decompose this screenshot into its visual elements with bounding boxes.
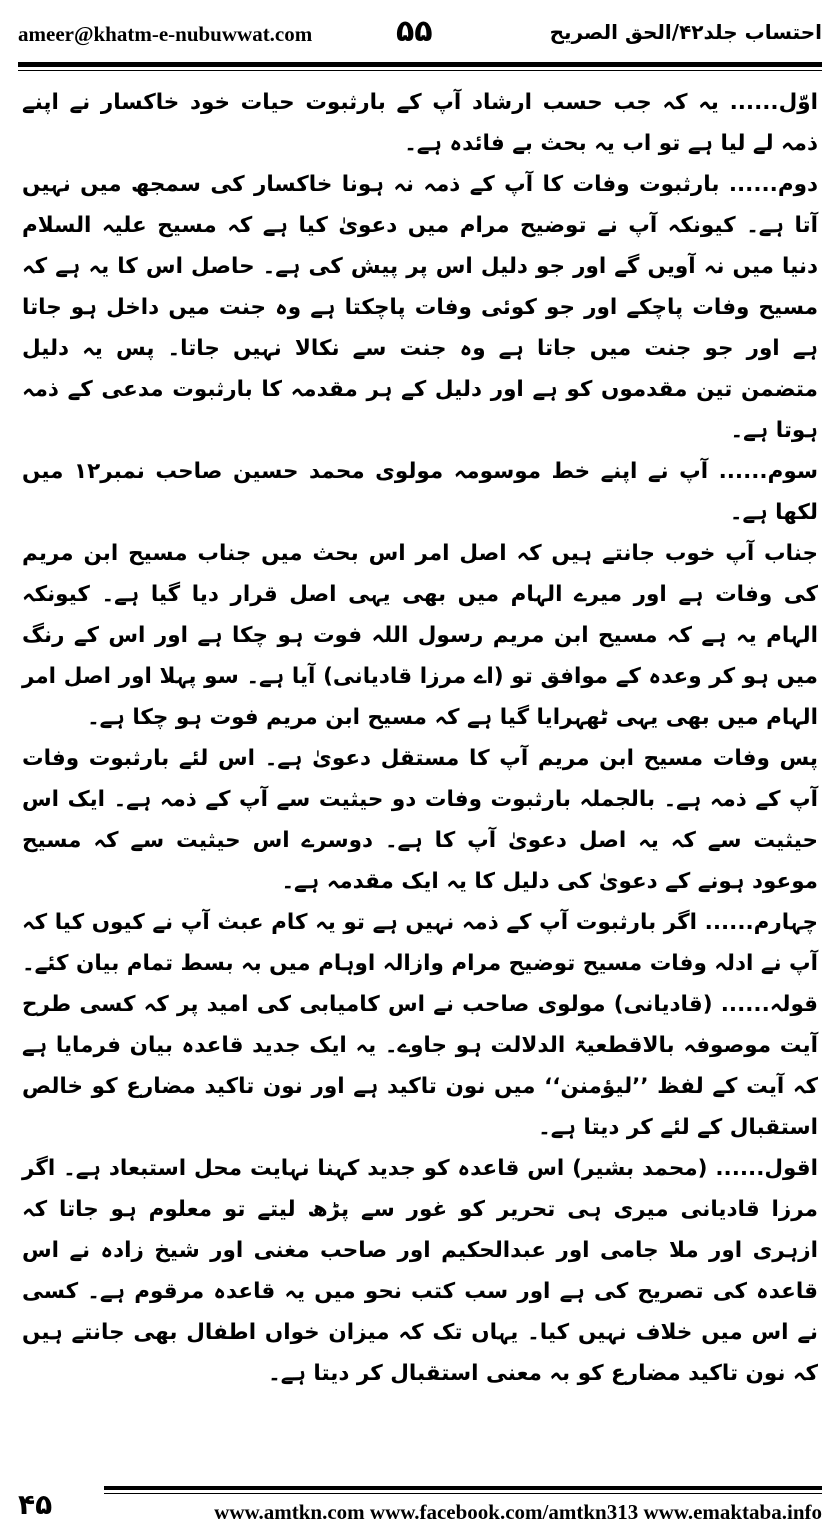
header-email: ameer@khatm-e-nubuwwat.com	[18, 22, 313, 46]
paragraph-label: اوّل......	[729, 90, 818, 115]
paragraph	[22, 82, 818, 164]
page-header	[18, 14, 822, 58]
header-rule-thin	[18, 70, 822, 71]
paragraph-label: اقول......	[715, 1156, 818, 1181]
footer-rule	[104, 1486, 822, 1490]
paragraph	[22, 451, 818, 533]
paragraph-label: چہارم......	[704, 910, 818, 935]
paragraph	[22, 984, 818, 1148]
paragraph	[22, 902, 818, 984]
paragraph-text: پس وفات مسیح ابن مریم آپ کا مستقل دعویٰ ہے۔ اس لئے بارثبوت وفات آپ کے ذمہ ہے۔ بالجملہ بارثبوت وفات دو حیثیت سے آپ کے ذمہ ہے۔ ایک اس حیثیت سے کہ یہ اصل دعویٰ آپ کا ہے۔ دوسرے اس حیثیت سے کہ مسیح موعود ہونے کے دعویٰ کی دلیل کا یہ ایک مقدمہ ہے۔	[22, 746, 818, 894]
paragraph	[22, 738, 818, 902]
paragraph-text: (محمد بشیر) اس قاعدہ کو جدید کہنا نہایت محل استبعاد ہے۔ اگر مرزا قادیانی میری ہی تحریر کو غور سے پڑھ لیتے تو معلوم ہو جاتا کہ ازہری اور ملا جامی اور عبدالحکیم اور صاحب مغنی اور شیخ زادہ نے اس قاعدہ کی تصریح کی ہے اور سب کتب نحو میں یہ قاعدہ مرقوم ہے۔ کسی نے اس میں خلاف نہیں کیا۔ یہاں تک کہ میزان خواں اطفال بھی جانتے ہیں کہ نون تاکید مضارع کو بہ معنی استقبال کر دیتا ہے۔	[22, 1156, 818, 1386]
page-footer	[18, 1486, 822, 1532]
paragraph	[22, 533, 818, 738]
header-rule	[18, 62, 822, 67]
paragraph-text: (قادیانی) مولوی صاحب نے اس کامیابی کی امید پر کہ کسی طرح آیت موصوفہ بالاقطعیۃ الدلالت ہو جاوے۔ یہ ایک جدید قاعدہ بیان فرمایا ہے کہ آیت کے لفظ ’’لیؤمنن‘‘ میں نون تاکید ہے اور نون تاکید مضارع کو خالص استقبال کے لئے کر دیتا ہے۔	[22, 992, 818, 1140]
paragraph-text: اگر بارثبوت آپ کے ذمہ نہیں ہے تو یہ کام عبث آپ نے کیوں کیا کہ آپ نے ادلہ وفات مسیح توضیح مرام وازالہ اوہام میں بہ بسط تمام بیان کئے۔	[22, 910, 818, 976]
paragraph-text: جناب آپ خوب جانتے ہیں کہ اصل امر اس بحث میں جناب مسیح ابن مریم کی وفات ہے اور میرے الہام میں بھی یہی اصل قرار دیا گیا ہے۔ کیونکہ الہام یہ ہے کہ مسیح ابن مریم رسول اللہ فوت ہو چکا ہے اور اس کے رنگ میں ہو کر وعدہ کے موافق تو (اے مرزا قادیانی) آیا ہے۔ سو پہلا اور اصل امر الہام میں بھی یہی ٹھہرایا گیا ہے کہ مسیح ابن مریم فوت ہو چکا ہے۔	[22, 541, 818, 730]
paragraph-label: دوم......	[728, 172, 818, 197]
paragraph	[22, 1148, 818, 1394]
body-text	[22, 82, 818, 1466]
footer-folio: ۴۵	[18, 1488, 53, 1521]
paragraph-text: آپ نے اپنے خط موسومہ مولوی محمد حسین صاحب نمبر۱۲ میں لکھا ہے۔	[22, 459, 818, 525]
footer-links: www.amtkn.com www.facebook.com/amtkn313 www.emaktaba.info	[214, 1500, 822, 1524]
footer-rule-thin	[104, 1493, 822, 1494]
paragraph	[22, 164, 818, 451]
paragraph-label: سوم......	[718, 459, 818, 484]
paragraph-text: یہ کہ جب حسب ارشاد آپ کے بارثبوت حیات خود خاکسار نے اپنے ذمہ لے لیا ہے تو اب یہ بحث بے فائدہ ہے۔	[22, 90, 818, 156]
paragraph-label: قولہ......	[720, 992, 818, 1017]
book-title: احتساب جلد۴۲/الحق الصریح	[549, 20, 822, 44]
page-number: ۵۵	[396, 14, 433, 49]
paragraph-text: بارثبوت وفات کا آپ کے ذمہ نہ ہونا خاکسار کی سمجھ میں نہیں آتا ہے۔ کیونکہ آپ نے توضیح مرام میں دعویٰ کیا ہے کہ مسیح علیہ السلام دنیا میں نہ آویں گے اور جو دلیل اس پر پیش کی ہے۔ حاصل اس کا یہ ہے کہ مسیح وفات پاچکے اور جو کوئی وفات پاچکتا ہے وہ جنت میں داخل ہو جاتا ہے اور جو جنت میں جاتا ہے وہ جنت سے نکالا نہیں جاتا۔ پس یہ دلیل متضمن تین مقدموں کو ہے اور دلیل کے ہر مقدمہ کا بارثبوت مدعی کے ذمہ ہوتا ہے۔	[22, 172, 818, 443]
